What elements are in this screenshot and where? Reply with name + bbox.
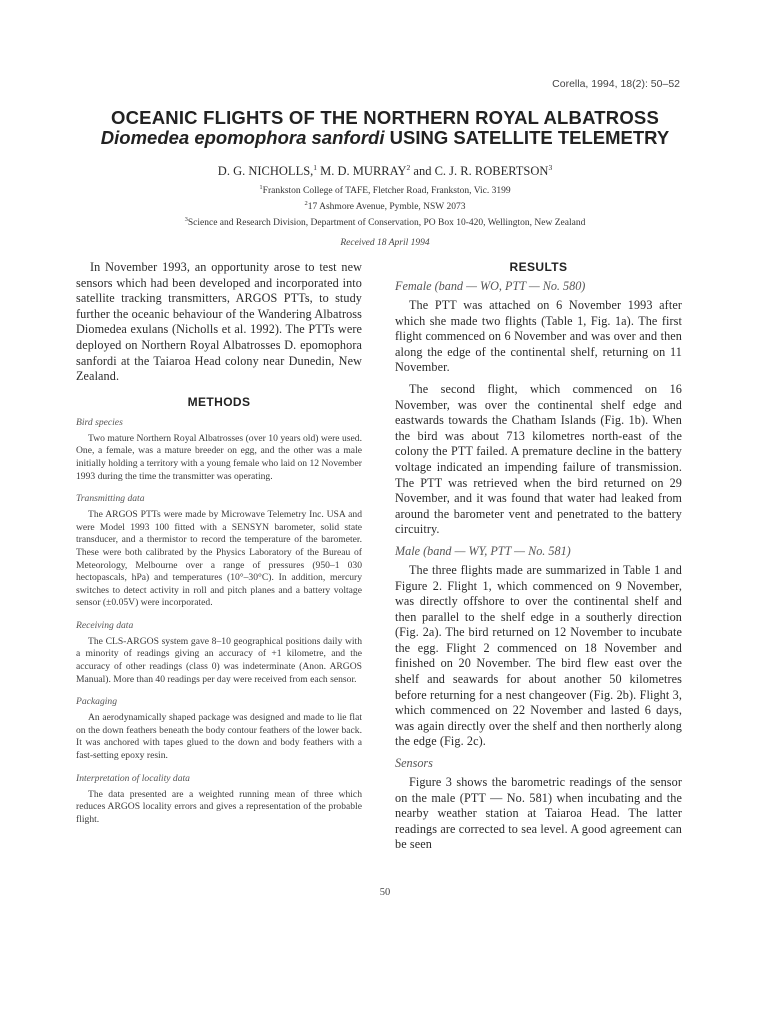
author-2: M. D. MURRAY <box>317 164 407 179</box>
affiliation-2-mark: 2 <box>304 200 308 207</box>
receiving-data-paragraph: The CLS-ARGOS system gave 8–10 geographical positions daily with a minority of readings giving an accuracy of +1 kilometre, and the accuracy of other readings (class 0) was indeterminate (Anon. ARGOS Manual). More than 40 readings per day were received from each sensor. <box>76 635 362 685</box>
author-1-affil-mark: 1 <box>313 163 318 172</box>
affiliation-3-mark: 3 <box>184 216 188 223</box>
author-2-affil-mark: 2 <box>406 163 411 172</box>
bird-species-paragraph: Two mature Northern Royal Albatrosses (over 10 years old) were used. One, a female, was a mature breeder on egg, and the other was a male initially holding a territory with a young female who laid on 12 November 1993 during the time the transmitter was operating. <box>76 432 362 482</box>
affiliation-1-mark: 1 <box>259 184 263 191</box>
interpretation-heading: Interpretation of locality data <box>76 772 190 784</box>
results-heading: RESULTS <box>509 260 568 274</box>
male-paragraph-1: The three flights made are summarized in Table 1 and Figure 2. Flight 1, which commenced on 9 November, was directly offshore to over the continental shelf and then parallel to the shelf edge in a southerly direction (Fig. 2a). The bird returned on 12 November to incubate the egg. Flight 2 commenced on 18 November and finished on 20 November. The bird flew east over the shelf and seawards for about another 50 kilometres before returning for a nest changeover (Fig. 2b). Flight 3, which commenced on 22 November and lasted 6 days, was again directly over the shelf and then northerly along the edge (Fig. 2c). <box>395 562 682 749</box>
left-column <box>76 260 362 836</box>
article-title-line-2 <box>0 127 770 149</box>
author-3-affil-mark: 3 <box>548 163 553 172</box>
female-paragraph-2: The second flight, which commenced on 16 November, was over the continental shelf edge and eastwards towards the Chatham Islands (Fig. 1b). When the bird was about 713 kilometres north-east of the colony the PTT failed. A premature decline in the battery voltage indicated an impending failure of transmission. The PTT was retrieved when the bird returned on 29 November, and it was found that water had leaked from around the barometer vent and penetrated to the battery circuitry. <box>395 381 682 537</box>
packaging-paragraph: An aerodynamically shaped package was designed and made to lie flat on the down feathers beneath the body contour feathers of the lower back. It was anchored with tapes glued to the down and body feathers with a fast-setting epoxy resin. <box>76 712 362 762</box>
affiliation-3 <box>0 216 770 228</box>
intro-paragraph: In November 1993, an opportunity arose to test new sensors which had been developed and incorporated into satellite tracking transmitters, ARGOS PTTs, to study further the oceanic behaviour of the Wandering Albatross Diomedea exulans (Nicholls et al. 1992). The PTTs were deployed on Northern Royal Albatrosses D. epomophora sanfordi at the Taiaroa Head colony near Dunedin, New Zealand. <box>76 260 362 384</box>
transmitting-data-paragraph: The ARGOS PTTs were made by Microwave Telemetry Inc. USA and were Model 1993 100 fitted with a SENSYN barometer, solid state transducer, and a thermistor to record the temperature of the barometer. These were both calibrated by the Physics Laboratory of the Bureau of Meteorology, Melbourne over a range of pressures (950–1 030 hectopascals, hPa) and temperatures (10°–30°C). In addition, mercury switches to detect activity in roll and pitch planes and a battery voltage sensor (±0.05V) were incorporated. <box>76 509 362 609</box>
female-heading: Female (band — WO, PTT — No. 580) <box>395 279 586 293</box>
transmitting-data-heading: Transmitting data <box>76 493 145 505</box>
title-line-2-rest: USING SATELLITE TELEMETRY <box>384 127 670 148</box>
species-name: Diomedea epomophora sanfordi <box>100 127 385 148</box>
affiliation-1 <box>0 184 770 196</box>
interpretation-paragraph: The data presented are a weighted running mean of three which reduces ARGOS locality errors and gives a representation of the probable flight. <box>76 788 362 825</box>
author-1: D. G. NICHOLLS, <box>217 164 314 179</box>
methods-heading: METHODS <box>187 394 251 409</box>
affiliation-1-text: Frankston College of TAFE, Fletcher Road, Frankston, Vic. 3199 <box>262 186 511 197</box>
received-date: Received 18 April 1994 <box>340 238 430 248</box>
sensors-heading: Sensors <box>395 756 433 771</box>
receiving-data-heading: Receiving data <box>76 619 134 631</box>
packaging-heading: Packaging <box>76 696 118 708</box>
affiliation-2 <box>0 200 770 212</box>
female-paragraph-1: The PTT was attached on 6 November 1993 after which she made two flights (Table 1, Fig. 1a). The first flight commenced on 6 November and was over and then along the edge of the continental shelf, returning on 11 November. <box>395 298 682 375</box>
author-list <box>0 163 770 179</box>
bird-species-heading: Bird species <box>76 416 123 428</box>
male-heading: Male (band — WY, PTT — No. 581) <box>395 543 571 558</box>
page-number: 50 <box>379 887 391 898</box>
journal-citation: Corella, 1994, 18(2): 50–52 <box>552 78 680 90</box>
sensors-paragraph-1: Figure 3 shows the barometric readings of the sensor on the male (PTT — No. 581) when incubating and the nearby weather station at Taiaroa Head. The latter readings are corrected to sea level. A good agreement can be seen <box>395 775 682 852</box>
affiliation-3-text: Science and Research Division, Department of Conservation, PO Box 10-420, Wellington, New Zealand <box>187 218 586 229</box>
author-3: and C. J. R. ROBERTSON <box>410 164 549 179</box>
article-title-line-1: OCEANIC FLIGHTS OF THE NORTHERN ROYAL ALBATROSS <box>111 107 659 128</box>
right-column <box>395 260 682 859</box>
affiliation-2-text: 17 Ashmore Avenue, Pymble, NSW 2073 <box>307 202 466 213</box>
